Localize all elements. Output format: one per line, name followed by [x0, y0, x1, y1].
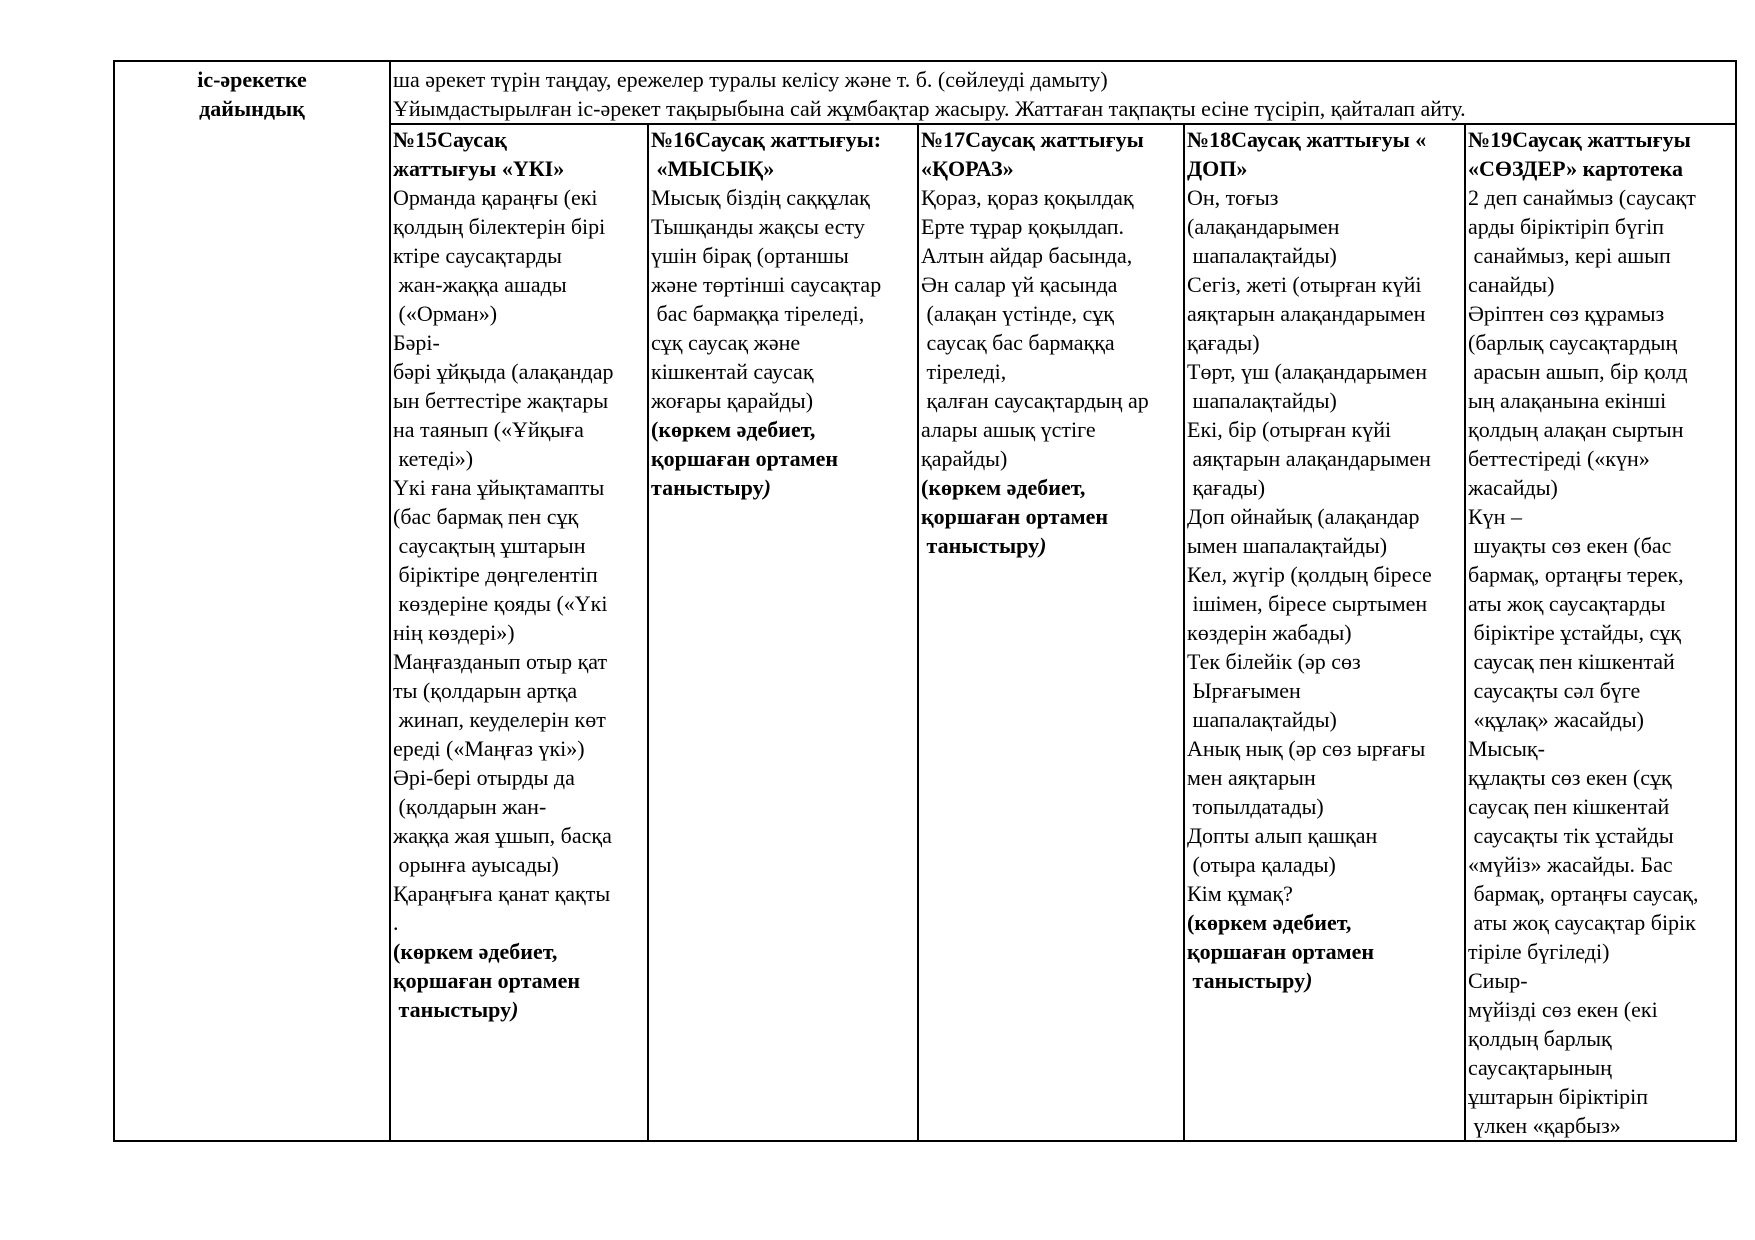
exercise-title-line: №18Саусақ жаттығуы « — [1187, 127, 1427, 152]
exercise-body-line: шапалақтайды) — [1187, 388, 1337, 413]
exercise-body-line: Әріптен сөз құрамыз — [1468, 301, 1665, 326]
exercise-body-line: ереді («Маңғаз үкі») — [393, 736, 585, 761]
exercise-body-line: (алақандарымен — [1187, 214, 1340, 239]
exercise-cell-17 — [918, 124, 1184, 1141]
exercise-body-line: Үкі ғана ұйықтамапты — [393, 475, 605, 500]
exercise-body-line: Ән салар үй қасында — [921, 272, 1118, 297]
exercise-title-line: «СӨЗДЕР» картотека — [1468, 156, 1683, 181]
exercise-body-line: үлкен «қарбыз» — [1468, 1113, 1621, 1138]
exercise-title-line: №19Саусақ жаттығуы — [1468, 127, 1691, 152]
exercise-body-line: кетеді») — [393, 446, 474, 471]
exercise-body-line: Бәрі- — [393, 330, 440, 355]
exercise-body-line: қарайды) — [921, 446, 1008, 471]
exercise-body-line: беттестіреді («күн» — [1468, 446, 1650, 471]
exercise-body-line: Анық нық (әр сөз ырғағы — [1187, 736, 1426, 761]
exercise-body-line: саусақтың ұштарын — [393, 533, 586, 558]
exercise-body-line: шуақты сөз екен (бас — [1468, 533, 1672, 558]
exercise-body-line: арасын ашып, бір қолд — [1468, 359, 1688, 384]
exercise-body-line: көздерін жабады) — [1187, 620, 1352, 645]
exercise-body-line: жаққа жая ұшып, басқа — [393, 823, 612, 848]
exercise-footer-word: таныстыру — [1187, 968, 1306, 993]
exercise-body-line: («Орман») — [393, 301, 498, 326]
exercise-footer-line — [393, 995, 645, 1024]
exercise-body-line: (барлық саусақтардың — [1468, 330, 1678, 355]
exercise-body-line: саусақтарының — [1468, 1055, 1612, 1080]
exercise-body-line: Кім құмақ? — [1187, 881, 1293, 906]
exercise-footer-line: қоршаған ортамен — [1187, 939, 1375, 964]
exercise-body-line: санайды) — [1468, 272, 1555, 297]
exercise-cell-16 — [648, 124, 918, 1141]
section-label-cell — [114, 61, 390, 1141]
exercise-body-line: 2 деп санаймыз (саусақт — [1468, 185, 1696, 210]
section-label-line-2: дайындық — [199, 96, 305, 121]
exercise-body-line: тіріле бүгіледі) — [1468, 939, 1610, 964]
exercise-body-line: бас бармаққа тіреледі, — [651, 301, 865, 326]
top-text-line-1: ша әрекет түрін таңдау, ережелер туралы келісу және т. б. (сөйлеуді дамыту) — [393, 67, 1108, 92]
exercise-footer-word: таныстыру — [393, 997, 512, 1022]
exercise-cell-18 — [1184, 124, 1465, 1141]
top-text-line-2: Ұйымдастырылған іс-әрекет тақырыбына сай жұмбақтар жасыру. Жаттаған тақпақты есіне түсіріп, қайталап айту. — [393, 96, 1466, 121]
exercise-body-line: Тышқанды жақсы есту — [651, 214, 865, 239]
exercise-body-line: мен аяқтарын — [1187, 765, 1316, 790]
exercise-body-line: ты (қолдарын артқа — [393, 678, 578, 703]
top-text-cell — [390, 61, 1736, 124]
exercise-footer-line: қоршаған ортамен — [393, 968, 581, 993]
exercise-body-line: кішкентай саусақ — [651, 359, 814, 384]
exercise-body-line: қағады) — [1187, 330, 1260, 355]
exercise-body-line: аты жоқ саусақтар бірік — [1468, 910, 1696, 935]
exercise-title-line: №17Саусақ жаттығуы — [921, 127, 1144, 152]
exercise-body-line: Ерте тұрар қоқылдап. — [921, 214, 1124, 239]
exercise-body-line: Қораз, қораз қоқылдақ — [921, 185, 1134, 210]
exercise-body-line: Сиыр- — [1468, 968, 1528, 993]
exercise-body-line: және төртінші саусақтар — [651, 272, 882, 297]
exercise-body-line: «құлақ» жасайды) — [1468, 707, 1644, 732]
exercise-body-line: нің көздері») — [393, 620, 515, 645]
exercise-body-line: жинап, кеуделерін көт — [393, 707, 606, 732]
exercise-footer-line: (көркем әдебиет, — [921, 475, 1086, 500]
exercise-body-line: саусақты сәл бүге — [1468, 678, 1641, 703]
exercise-footer-line: қоршаған ортамен — [651, 446, 839, 471]
exercise-body-line: Орманда қараңғы (екі — [393, 185, 598, 210]
exercise-body-line: қағады) — [1187, 475, 1266, 500]
exercise-body-line: орынға ауысады) — [393, 852, 559, 877]
exercise-body-line: бармақ, ортаңғы терек, — [1468, 562, 1684, 587]
exercise-body-line: (отыра қалады) — [1187, 852, 1336, 877]
exercise-footer-line — [651, 473, 915, 502]
exercise-body-line: біріктіре ұстайды, сұқ — [1468, 620, 1681, 645]
exercise-footer-line — [921, 531, 1181, 560]
exercise-body-line: Әрі-бері отырды да — [393, 765, 575, 790]
exercise-cell-15 — [390, 124, 648, 1141]
exercise-footer-paren: ) — [511, 997, 519, 1022]
exercise-title-line: №15Саусақ — [393, 127, 507, 152]
exercise-title-line: жаттығуы «ҮКІ» — [393, 156, 565, 181]
exercise-body-line: Доп ойнайық (алақандар — [1187, 504, 1420, 529]
exercise-footer-word: таныстыру — [651, 475, 764, 500]
exercise-body-line: ұштарын біріктіріп — [1468, 1084, 1649, 1109]
exercise-footer-word: таныстыру — [921, 533, 1040, 558]
section-label-line-1: іс-әрекетке — [197, 67, 307, 92]
exercise-body-line: Мысық- — [1468, 736, 1545, 761]
exercise-title-line: «МЫСЫҚ» — [651, 156, 775, 181]
exercise-body-line: ың алақанына екінші — [1468, 388, 1667, 413]
exercise-cell-19 — [1465, 124, 1736, 1141]
exercise-body-line: топылдатады) — [1187, 794, 1324, 819]
exercise-body-line: ымен шапалақтайды) — [1187, 533, 1388, 558]
exercise-body-line: жан-жаққа ашады — [393, 272, 567, 297]
exercise-body-line: «мүйіз» жасайды. Бас — [1468, 852, 1673, 877]
exercise-body-line: жасайды) — [1468, 475, 1558, 500]
exercise-body-line: сұқ саусақ және — [651, 330, 801, 355]
exercise-body-line: саусақ пен кішкентай — [1468, 649, 1675, 674]
exercise-footer-paren: ) — [1039, 533, 1047, 558]
exercise-body-line: Алтын айдар басында, — [921, 243, 1133, 268]
exercise-body-line: Күн – — [1468, 504, 1522, 529]
exercise-body-line: бармақ, ортаңғы саусақ, — [1468, 881, 1699, 906]
exercise-body-line: құлақты сөз екен (сұқ — [1468, 765, 1672, 790]
exercise-body-line: тіреледі, — [921, 359, 1007, 384]
exercise-body-line: жоғары қарайды) — [651, 388, 814, 413]
exercise-body-line: Ырғағымен — [1187, 678, 1301, 703]
exercise-body-line: шапалақтайды) — [1187, 243, 1337, 268]
exercise-body-line: саусақ бас бармаққа — [921, 330, 1115, 355]
exercise-body-line: Он, тоғыз — [1187, 185, 1279, 210]
exercise-body-line: Төрт, үш (алақандарымен — [1187, 359, 1428, 384]
exercise-title-line: «ҚОРАЗ» — [921, 156, 1014, 181]
exercise-body-line: қолдың барлық — [1468, 1026, 1612, 1051]
header-row — [114, 61, 1736, 124]
exercise-body-line: аяқтарын алақандарымен — [1187, 446, 1431, 471]
exercise-footer-line: (көркем әдебиет, — [651, 417, 816, 442]
exercise-body-line: Тек білейік (әр сөз — [1187, 649, 1361, 674]
exercise-body-line: Екі, бір (отырған күйі — [1187, 417, 1392, 442]
exercise-body-line: (бас бармақ пен сұқ — [393, 504, 579, 529]
exercise-body-line: ішімен, біресе сыртымен — [1187, 591, 1428, 616]
exercise-body-line: біріктіре дөңгелентіп — [393, 562, 598, 587]
exercise-body-line: шапалақтайды) — [1187, 707, 1337, 732]
plan-table — [113, 60, 1737, 1142]
exercise-body-line: санаймыз, кері ашып — [1468, 243, 1671, 268]
exercise-body-line: ын беттестіре жақтары — [393, 388, 609, 413]
exercise-body-line: Мысық біздің саққұлақ — [651, 185, 870, 210]
exercise-title-line: ДОП» — [1187, 156, 1248, 181]
exercise-body-line: Маңғазданып отыр қат — [393, 649, 608, 674]
exercise-body-line: көздеріне қояды («Үкі — [393, 591, 608, 616]
exercise-body-line: қолдың білектерін бірі — [393, 214, 606, 239]
exercise-body-line: аты жоқ саусақтарды — [1468, 591, 1666, 616]
exercise-body-line: бәрі ұйқыда (алақандар — [393, 359, 614, 384]
exercise-body-line: на таянып («Ұйқыға — [393, 417, 584, 442]
exercise-body-line: саусақты тік ұстайды — [1468, 823, 1674, 848]
exercise-body-line: . — [393, 910, 399, 935]
exercise-body-line: үшін бірақ (ортаншы — [651, 243, 849, 268]
exercise-body-line: аяқтарын алақандарымен — [1187, 301, 1426, 326]
exercise-body-line: мүйізді сөз екен (екі — [1468, 997, 1658, 1022]
exercise-body-line: Сегіз, жеті (отырған күйі — [1187, 272, 1422, 297]
exercise-footer-line: (көркем әдебиет, — [393, 939, 558, 964]
exercise-body-line: Допты алып қашқан — [1187, 823, 1378, 848]
exercise-body-line: қолдың алақан сыртын — [1468, 417, 1684, 442]
exercise-body-line: саусақ пен кішкентай — [1468, 794, 1670, 819]
exercise-body-line: Қараңғыға қанат қақты — [393, 881, 611, 906]
exercise-body-line: қалған саусақтардың ар — [921, 388, 1149, 413]
exercise-footer-line: қоршаған ортамен — [921, 504, 1109, 529]
exercise-body-line: Кел, жүгір (қолдың біресе — [1187, 562, 1432, 587]
exercise-body-line: (қолдарын жан- — [393, 794, 547, 819]
exercise-body-line: ктіре саусақтарды — [393, 243, 562, 268]
exercise-title-line: №16Саусақ жаттығуы: — [651, 127, 882, 152]
exercise-body-line: (алақан үстінде, сұқ — [921, 301, 1114, 326]
exercise-body-line: алары ашық үстіге — [921, 417, 1096, 442]
exercise-footer-paren: ) — [1305, 968, 1313, 993]
exercise-footer-paren: ) — [763, 475, 771, 500]
exercise-footer-line — [1187, 966, 1462, 995]
exercise-body-line: арды біріктіріп бүгіп — [1468, 214, 1664, 239]
exercise-footer-line: (көркем әдебиет, — [1187, 910, 1352, 935]
